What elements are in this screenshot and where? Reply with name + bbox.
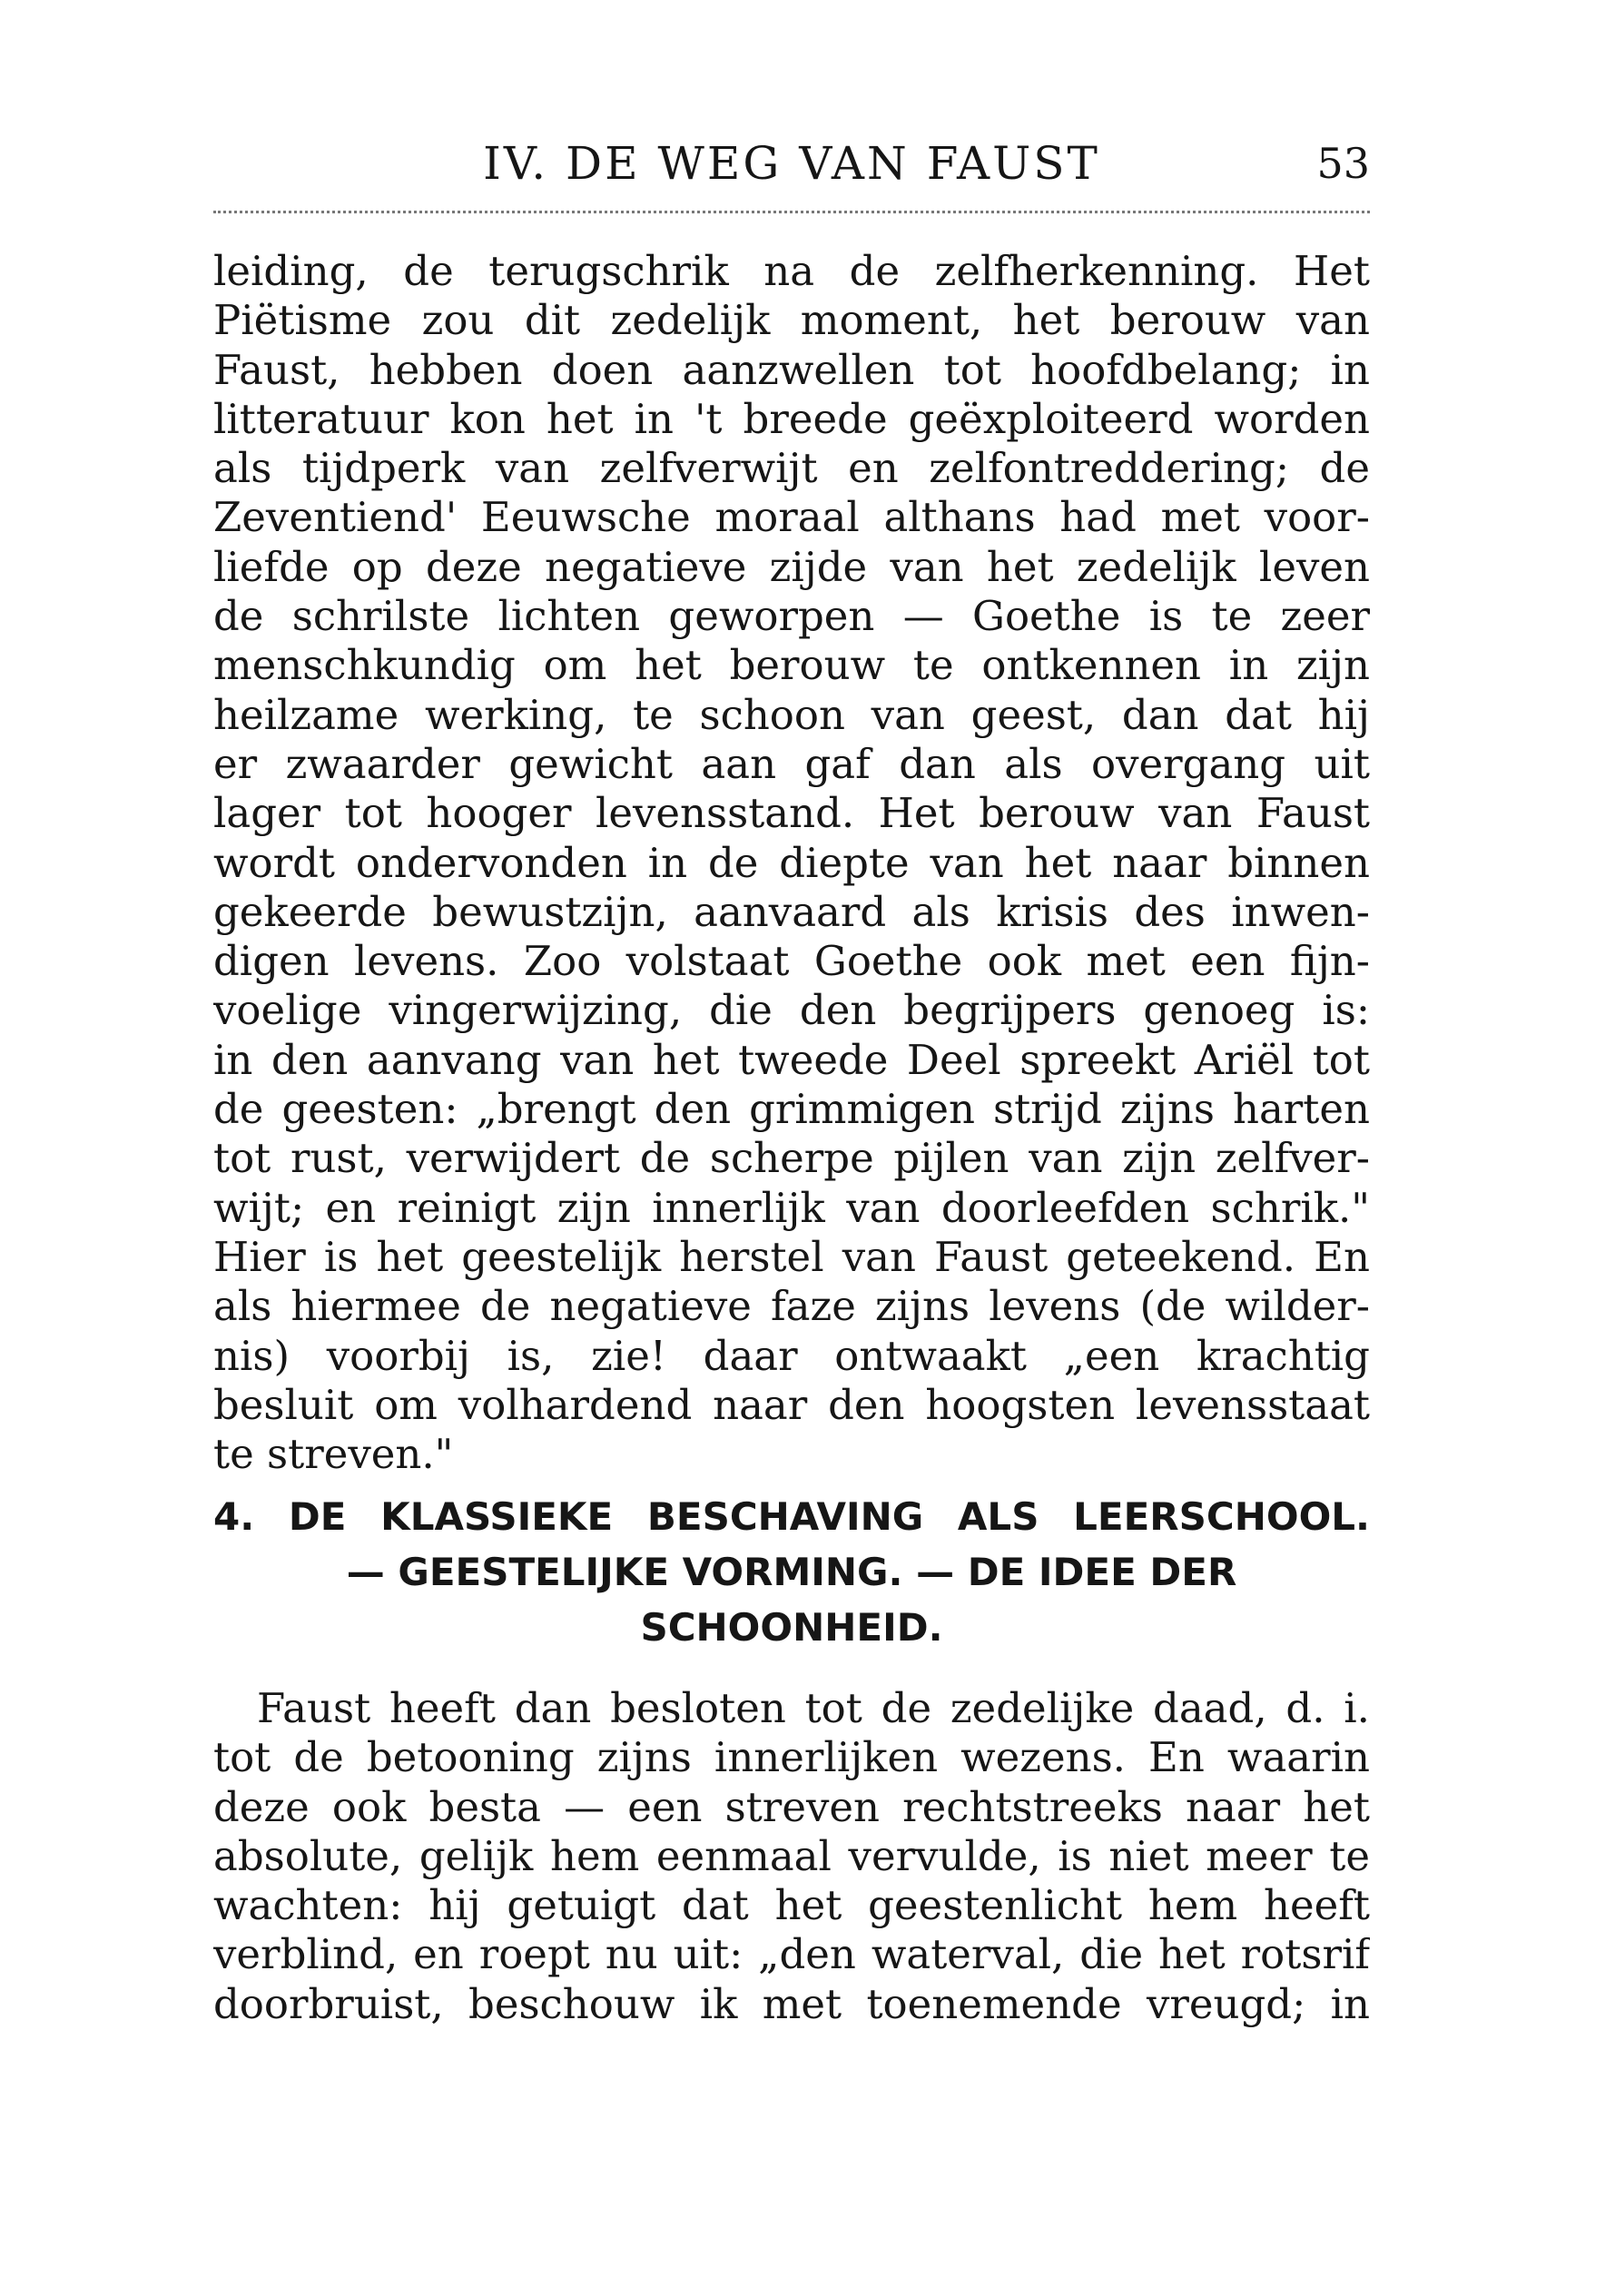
dotted-rule	[213, 211, 1370, 213]
heading-line: 4. DE KLASSIEKE BESCHAVING ALS LEERSCHOOL.	[213, 1494, 1370, 1539]
text-line: heilzame werking, te schoon van geest, dan dat hij	[213, 690, 1370, 739]
text-line: de schrilste lichten geworpen — Goethe is te zeer	[213, 592, 1370, 641]
text-line: nis) voorbij is, zie! daar ontwaakt „een krachtig	[213, 1331, 1370, 1380]
text-line: absolute, gelijk hem eenmaal vervulde, is niet meer te	[213, 1831, 1370, 1880]
text-line: als hiermee de negatieve faze zijns levens (de wilder-	[213, 1282, 1370, 1331]
text-line: liefde op deze negatieve zijde van het zedelijk leven	[213, 542, 1370, 591]
heading-line: — GEESTELIJKE VORMING. — DE IDEE DER	[346, 1550, 1237, 1594]
section-heading	[213, 1489, 1370, 1655]
heading-line: SCHOONHEID.	[640, 1605, 943, 1650]
text-line: gekeerde bewustzijn, aanvaard als krisis des inwen-	[213, 887, 1370, 936]
text-line: tot de betooning zijns innerlijken wezens. En waarin	[213, 1733, 1370, 1782]
text-line: wordt ondervonden in de diepte van het naar binnen	[213, 838, 1370, 887]
text-line: in den aanvang van het tweede Deel spreekt Ariël tot	[213, 1035, 1370, 1084]
text-line: besluit om volhardend naar den hoogsten levensstaat	[213, 1380, 1370, 1429]
text-line: leiding, de terugschrik na de zelfherkenning. Het	[213, 247, 1370, 295]
text-line: deze ook besta — een streven rechtstreeks naar het	[213, 1782, 1370, 1831]
text-line: Piëtisme zou dit zedelijk moment, het berouw van	[213, 296, 1370, 345]
text-line: tot rust, verwijdert de scherpe pijlen van zijn zelfver-	[213, 1134, 1370, 1183]
paragraph-1	[213, 247, 1370, 1479]
text-line: litteratuur kon het in 't breede geëxploiteerd worden	[213, 394, 1370, 443]
page-number: 53	[1316, 139, 1370, 188]
text-line: lager tot hooger levensstand. Het berouw van Faust	[213, 789, 1370, 838]
text-line: de geesten: „brengt den grimmigen strijd zijns harten	[213, 1085, 1370, 1134]
text-line: Zeventiend' Eeuwsche moraal althans had met voor-	[213, 493, 1370, 542]
text-line: te streven."	[213, 1430, 454, 1479]
text-line: doorbruist, beschouw ik met toenemende vreugd; in	[213, 1979, 1370, 2028]
text-line: Faust, hebben doen aanzwellen tot hoofdbelang; in	[213, 345, 1370, 394]
text-line: Faust heeft dan besloten tot de zedelijke daad, d. i.	[257, 1684, 1370, 1732]
running-head	[213, 132, 1370, 195]
text-line: voelige vingerwijzing, die den begrijpers genoeg is:	[213, 986, 1370, 1035]
text-line: Hier is het geestelijk herstel van Faust geteekend. En	[213, 1232, 1370, 1281]
paragraph-2	[213, 1684, 1370, 2029]
text-line: wijt; en reinigt zijn innerlijk van doorleefden schrik."	[213, 1183, 1370, 1232]
text-line: verblind, en roept nu uit: „den waterval, die het rotsrif	[213, 1930, 1370, 1979]
text-line: wachten: hij getuigt dat het geestenlicht hem heeft	[213, 1881, 1370, 1930]
text-line: digen levens. Zoo volstaat Goethe ook met een fijn-	[213, 937, 1370, 986]
running-title: IV. DE WEG VAN FAUST	[483, 137, 1100, 190]
text-line: als tijdperk van zelfverwijt en zelfontreddering; de	[213, 444, 1370, 493]
text-line: er zwaarder gewicht aan gaf dan als overgang uit	[213, 739, 1370, 788]
text-line: menschkundig om het berouw te ontkennen in zijn	[213, 641, 1370, 690]
